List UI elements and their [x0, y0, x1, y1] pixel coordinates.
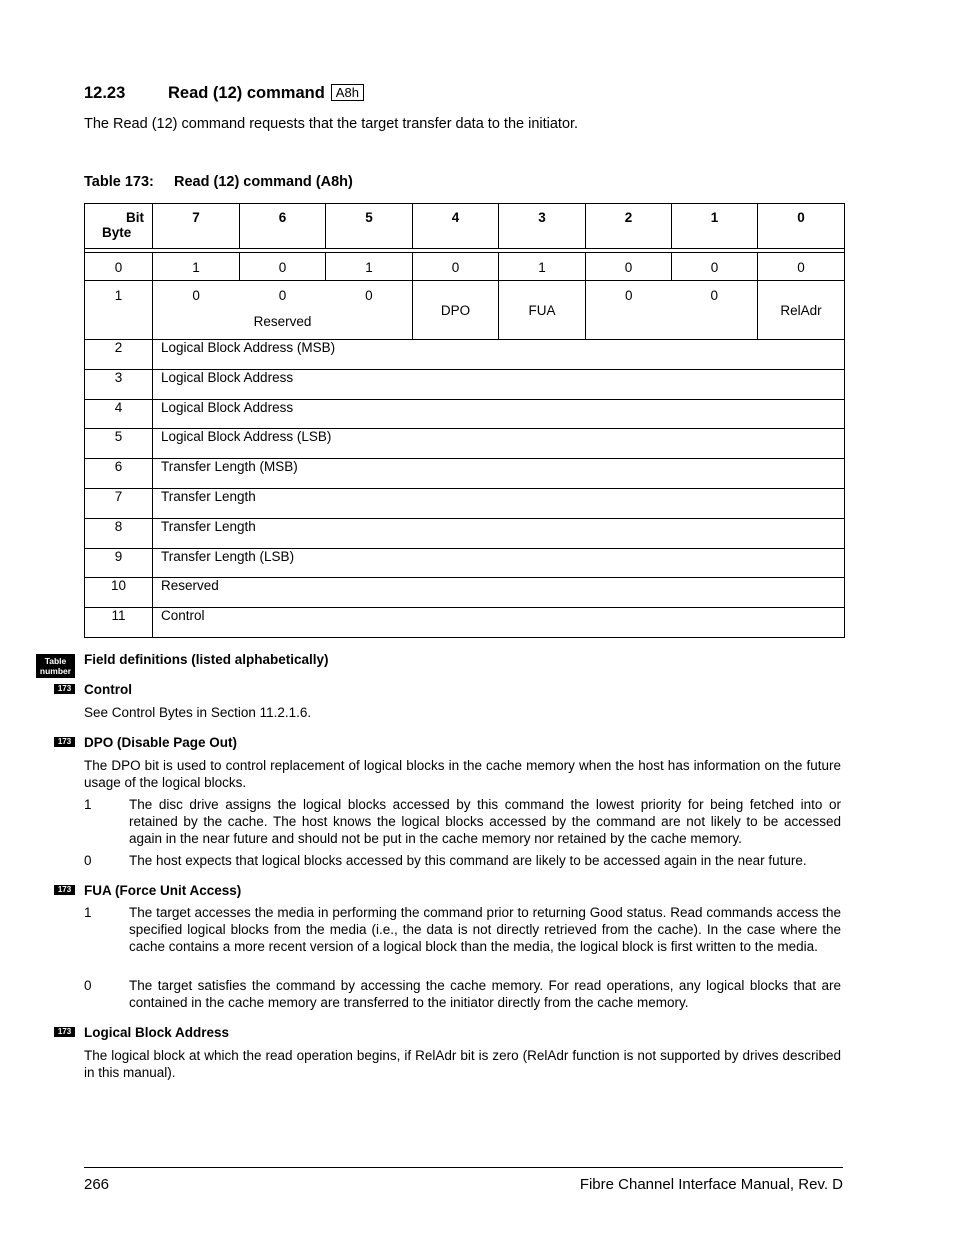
bit-label: Bit [126, 210, 144, 225]
fua-field: FUA [499, 281, 586, 340]
table-row [85, 459, 845, 489]
table-row [85, 548, 845, 578]
byte-number: 1 [85, 281, 153, 340]
table-ref-tag: 173 [54, 684, 75, 694]
cdb-table [84, 203, 845, 638]
field-label: Logical Block Address [153, 369, 845, 399]
field-title-lba: Logical Block Address [84, 1025, 230, 1040]
byte-number: 10 [85, 578, 153, 608]
table-header-row [85, 204, 845, 249]
field-label: Logical Block Address (LSB) [153, 429, 845, 459]
field-label: Reserved [153, 578, 845, 608]
tag-line: number [39, 666, 72, 676]
table-row [85, 608, 845, 638]
field-label: Logical Block Address (MSB) [153, 340, 845, 370]
intro-text: The Read (12) command requests that the target transfer data to the initiator. [84, 116, 579, 132]
table-ref-tag: 173 [54, 885, 75, 895]
table-row [85, 399, 845, 429]
bit-value: 0 [413, 253, 499, 281]
table-row [85, 281, 845, 340]
table-row [85, 253, 845, 281]
item-number: 1 [84, 905, 92, 920]
field-text-control: See Control Bytes in Section 11.2.1.6. [84, 705, 312, 720]
bit-value: 1 [499, 253, 586, 281]
byte-number: 2 [85, 340, 153, 370]
byte-number: 4 [85, 399, 153, 429]
bit-header: 0 [758, 204, 845, 249]
bit-value: 0 [710, 288, 718, 303]
field-title-fua: FUA (Force Unit Access) [84, 883, 242, 898]
field-label: Transfer Length [153, 518, 845, 548]
table-number-tag [36, 654, 75, 678]
reserved-label: Reserved [253, 314, 312, 329]
bit-header: 6 [240, 204, 326, 249]
dpo-field: DPO [413, 281, 499, 340]
bit-value: 0 [624, 288, 633, 303]
bit-header: 7 [153, 204, 240, 249]
bit-value: 0 [240, 253, 326, 281]
byte-number: 8 [85, 518, 153, 548]
item-number: 0 [84, 978, 92, 993]
reserved-low-bits [586, 281, 758, 340]
table-ref-tag: 173 [54, 737, 75, 747]
byte-number: 7 [85, 488, 153, 518]
table-row [85, 429, 845, 459]
opcode-box: A8h [331, 84, 364, 101]
item-number: 1 [84, 797, 92, 812]
bit-value: 0 [672, 253, 758, 281]
field-text-dpo: The DPO bit is used to control replacement of logical blocks in the cache memory when the host has information on the future usage of the logical blocks. [84, 758, 841, 790]
byte-number: 6 [85, 459, 153, 489]
field-label: Transfer Length (MSB) [153, 459, 845, 489]
page-number: 266 [84, 1176, 110, 1193]
bit-value: 1 [326, 253, 413, 281]
field-label: Transfer Length (LSB) [153, 548, 845, 578]
bit-header: 1 [672, 204, 758, 249]
section-number: 12.23 [84, 84, 126, 102]
footer-divider [84, 1167, 843, 1168]
table-ref-tag: 173 [54, 1027, 75, 1037]
table-row [85, 369, 845, 399]
item-number: 0 [84, 853, 92, 868]
byte-number: 11 [85, 608, 153, 638]
bit-value: 0 [758, 253, 845, 281]
bit-value: 0 [192, 288, 200, 303]
field-text-lba: The logical block at which the read operation begins, if RelAdr bit is zero (RelAdr function is not supported by drives described in this manual). [84, 1048, 841, 1080]
item-text: The disc drive assigns the logical blocks accessed by this command the lowest priority for being fetched into or retained by the cache. The host knows the logical blocks accessed by the command are not likely to be accessed again in the near future and should not be put in the cache memory nor retained by the cache memory. [129, 797, 841, 846]
byte-number: 9 [85, 548, 153, 578]
field-label: Logical Block Address [153, 399, 845, 429]
bit-value: 1 [153, 253, 240, 281]
bit-value: 0 [586, 253, 672, 281]
field-title-dpo: DPO (Disable Page Out) [84, 735, 238, 750]
table-caption [84, 174, 353, 190]
item-text: The host expects that logical blocks accessed by this command are likely to be accessed again in the near future. [129, 853, 807, 868]
table-caption-title: Read (12) command (A8h) [174, 174, 353, 190]
table-row [85, 578, 845, 608]
item-text: The target satisfies the command by accessing the cache memory. For read operations, any logical blocks that are contained in the cache memory are transferred to the initiator directly from the cache memory. [129, 978, 841, 1010]
section-heading [84, 84, 364, 103]
field-label: Transfer Length [153, 488, 845, 518]
bit-value: 0 [365, 288, 373, 303]
byte-number: 5 [85, 429, 153, 459]
byte-number: 3 [85, 369, 153, 399]
bit-byte-header [85, 204, 153, 249]
byte-label: Byte [102, 225, 132, 240]
reladr-field: RelAdr [758, 281, 845, 340]
table-row [85, 488, 845, 518]
field-label: Control [153, 608, 845, 638]
table-caption-number: Table 173: [84, 174, 154, 190]
bit-header: 3 [499, 204, 586, 249]
manual-title: Fibre Channel Interface Manual, Rev. D [579, 1176, 843, 1193]
bit-header: 4 [413, 204, 499, 249]
fields-heading: Field definitions (listed alphabetically) [84, 652, 329, 667]
table-row [85, 518, 845, 548]
field-title-control: Control [84, 682, 132, 697]
bit-value: 0 [278, 288, 287, 303]
byte-number: 0 [85, 253, 153, 281]
tag-line: Table [44, 656, 67, 666]
bit-header: 2 [586, 204, 672, 249]
table-row [85, 340, 845, 370]
bit-header: 5 [326, 204, 413, 249]
reserved-field [153, 281, 413, 340]
item-text: The target accesses the media in performing the command prior to returning Good status. Read commands access the specified logical blocks from the media (i.e., the data is not directly retrieved from the cache). In the case where the cache contains a more recent version of a logical block than the media, the logical block is first written to the media. [129, 905, 841, 954]
section-title: Read (12) command [168, 84, 325, 102]
